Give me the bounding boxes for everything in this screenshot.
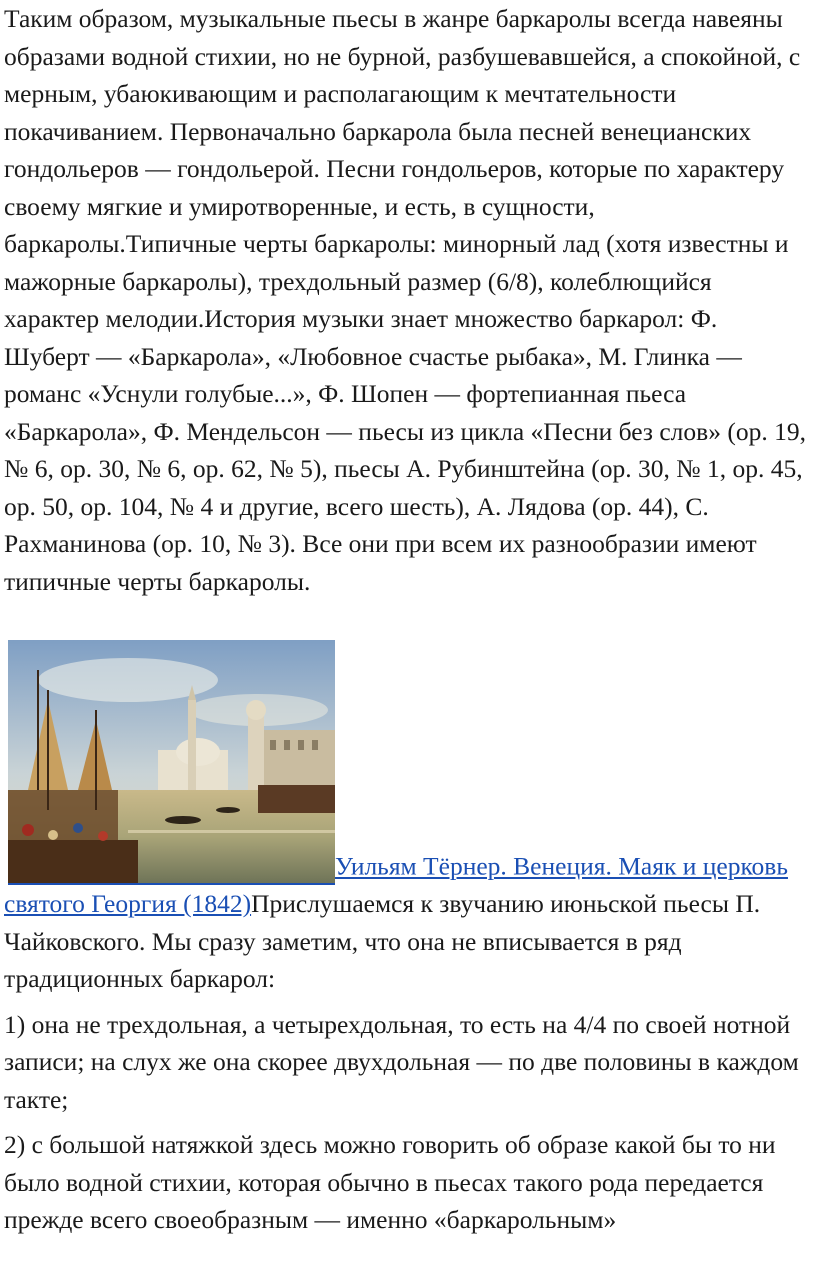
figure-block (0, 640, 816, 1239)
painting-link[interactable] (8, 640, 335, 885)
list-item-2: 2) с большой натяжкой здесь можно говорить об образе какой бы то ни было водной стихии, которая обычно в пьесах такого рода передается прежде всего своеобразным — именно «баркарольным» (4, 1130, 776, 1234)
figure-paragraph (0, 640, 816, 998)
intro-paragraph: Таким образом, музыкальные пьесы в жанре баркаролы всегда навеяны образами водной стихии, но не бурной, разбушевавшейся, а спокойной, с мерным, убаюкивающим и располагающим к мечтательности покачиванием. Первоначально баркарола была песней венецианских гондольеров — гондольерой. Песни гондольеров, которые по характеру своему мягкие и умиротворенные, и есть, в сущности, баркаролы.Типичные черты баркаролы: минорный лад (хотя известны и мажорные баркаролы), трехдольный размер (6/8), колеблющийся характер мелодии.История музыки знает множество баркарол: Ф. Шуберт — «Баркарола», «Любовное счастье рыбака», М. Глинка — романс «Уснули голубые...», Ф. Шопен — фортепианная пьеса «Баркарола», Ф. Мендельсон — пьесы из цикла «Песни без слов» (ор. 19, № 6, ор. 30, № 6, ор. 62, № 5), пьесы А. Рубинштейна (ор. 30, № 1, ор. 45, ор. 50, ор. 104, № 4 и другие, всего шесть), А. Лядова (ор. 44), С. Рахманинова (ор. 10, № 3). Все они при всем их разнообразии имеют типичные черты баркаролы. (4, 4, 806, 596)
after-link-text: Прислушаемся к звучанию июньской пьесы П. Чайковского. Мы сразу заметим, что она не вписывается в ряд традиционных баркарол: (4, 889, 761, 993)
venice-painting-image[interactable] (8, 640, 335, 885)
painting-caption-link[interactable]: Уильям Тёрнер. Венеция. Маяк и церковь святого Георгия (1842) (4, 851, 788, 918)
list-item-1: 1) она не трехдольная, а четырехдольная, то есть на 4/4 по своей нотной записи; на слух же она скорее двухдольная — по две половины в каждом такте; (4, 1009, 799, 1114)
